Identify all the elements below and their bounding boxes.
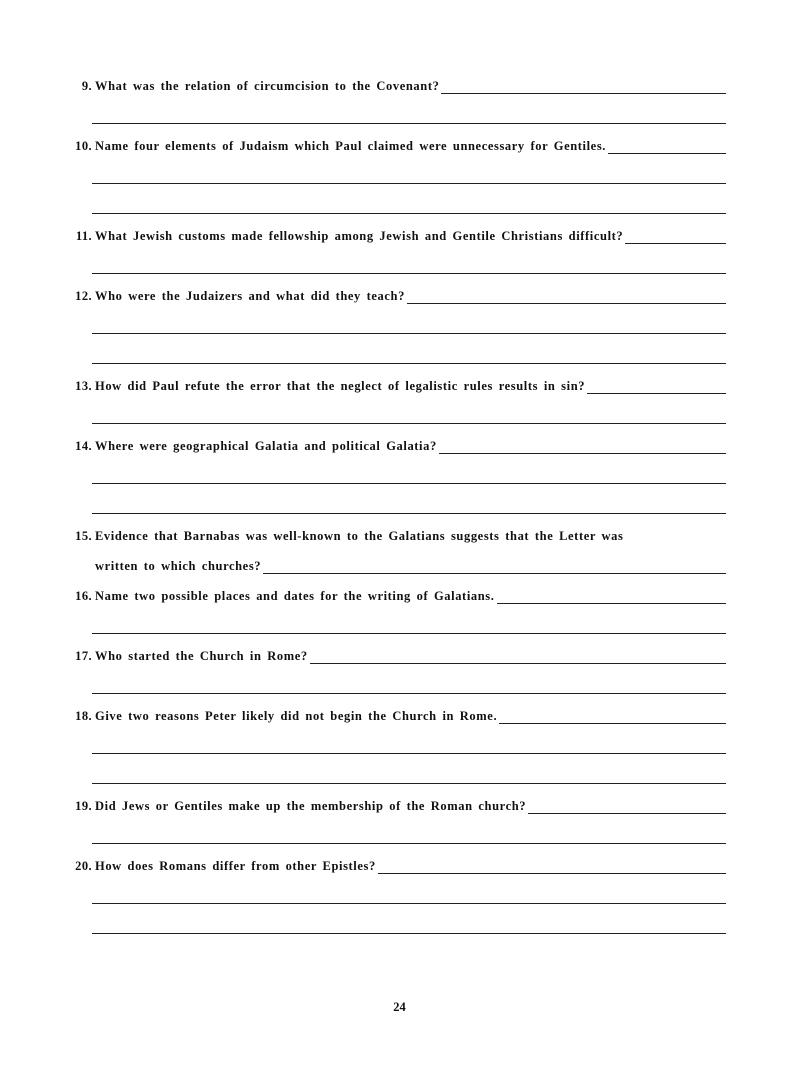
question-9 xyxy=(62,71,726,131)
answer-line[interactable] xyxy=(92,513,726,514)
question-text: Evidence that Barnabas was well-known to the Galatians suggests that the Letter was xyxy=(95,529,624,543)
answer-line[interactable] xyxy=(92,933,726,934)
answer-line[interactable] xyxy=(92,273,726,274)
answer-line[interactable] xyxy=(92,783,726,784)
answer-line[interactable] xyxy=(407,281,726,304)
answer-line[interactable] xyxy=(439,431,726,454)
answer-row xyxy=(62,161,726,191)
question-number: 13. xyxy=(75,379,92,393)
question-row xyxy=(62,131,726,161)
answer-line[interactable] xyxy=(528,791,726,814)
question-number: 16. xyxy=(75,589,92,603)
question-row xyxy=(62,581,726,611)
question-text: Name four elements of Judaism which Paul claimed were unnecessary for Gentiles. xyxy=(95,139,607,153)
question-number: 10. xyxy=(75,139,92,153)
question-10 xyxy=(62,131,726,221)
answer-line[interactable] xyxy=(92,123,726,124)
answer-row xyxy=(62,671,726,701)
answer-line[interactable] xyxy=(378,851,726,874)
question-number: 9. xyxy=(81,79,92,93)
worksheet xyxy=(62,71,726,941)
question-row xyxy=(62,281,726,311)
question-14 xyxy=(62,431,726,521)
question-number: 12. xyxy=(75,289,92,303)
question-row xyxy=(62,431,726,461)
question-16 xyxy=(62,581,726,641)
question-12 xyxy=(62,281,726,371)
question-text: What was the relation of circumcision to the Covenant? xyxy=(95,79,440,93)
answer-line[interactable] xyxy=(497,581,727,604)
answer-row xyxy=(62,191,726,221)
answer-line[interactable] xyxy=(92,183,726,184)
question-text: written to which churches? xyxy=(95,559,262,573)
question-number: 19. xyxy=(75,799,92,813)
answer-row xyxy=(62,611,726,641)
answer-row xyxy=(62,311,726,341)
question-row xyxy=(62,71,726,101)
answer-row xyxy=(62,911,726,941)
answer-line[interactable] xyxy=(92,693,726,694)
answer-line[interactable] xyxy=(310,641,726,664)
answer-line[interactable] xyxy=(441,71,726,94)
answer-line[interactable] xyxy=(92,633,726,634)
question-17 xyxy=(62,641,726,701)
question-text: Who started the Church in Rome? xyxy=(95,649,308,663)
answer-line[interactable] xyxy=(92,753,726,754)
answer-row xyxy=(62,821,726,851)
answer-line[interactable] xyxy=(92,903,726,904)
answer-row xyxy=(62,491,726,521)
answer-line[interactable] xyxy=(625,221,726,244)
answer-line[interactable] xyxy=(499,701,726,724)
page-number: 24 xyxy=(393,1000,406,1014)
question-number: 17. xyxy=(75,649,92,663)
answer-row xyxy=(62,101,726,131)
question-19 xyxy=(62,791,726,851)
answer-line[interactable] xyxy=(608,131,726,154)
question-row xyxy=(62,641,726,671)
question-text: Did Jews or Gentiles make up the membership of the Roman church? xyxy=(95,799,527,813)
question-number: 18. xyxy=(75,709,92,723)
answer-line[interactable] xyxy=(92,843,726,844)
question-number: 14. xyxy=(75,439,92,453)
answer-line[interactable] xyxy=(587,371,726,394)
answer-line[interactable] xyxy=(92,213,726,214)
answer-row xyxy=(62,761,726,791)
answer-line[interactable] xyxy=(92,423,726,424)
question-text: Who were the Judaizers and what did they teach? xyxy=(95,289,405,303)
question-11 xyxy=(62,221,726,281)
question-row xyxy=(62,851,726,881)
answer-line[interactable] xyxy=(92,363,726,364)
answer-row xyxy=(62,251,726,281)
question-row xyxy=(62,551,726,581)
question-text: What Jewish customs made fellowship among Jewish and Gentile Christians difficult? xyxy=(95,229,624,243)
answer-row xyxy=(62,461,726,491)
question-number: 15. xyxy=(75,529,92,543)
question-row xyxy=(62,701,726,731)
question-13 xyxy=(62,371,726,431)
question-20 xyxy=(62,851,726,941)
question-number: 11. xyxy=(75,229,92,243)
question-text: How did Paul refute the error that the neglect of legalistic rules results in sin? xyxy=(95,379,586,393)
question-text: How does Romans differ from other Epistles? xyxy=(95,859,376,873)
answer-line[interactable] xyxy=(92,333,726,334)
question-row xyxy=(62,521,726,551)
question-text: Give two reasons Peter likely did not begin the Church in Rome. xyxy=(95,709,498,723)
question-15 xyxy=(62,521,726,581)
question-text: Where were geographical Galatia and political Galatia? xyxy=(95,439,437,453)
question-row xyxy=(62,791,726,821)
answer-line[interactable] xyxy=(92,483,726,484)
question-18 xyxy=(62,701,726,791)
answer-row xyxy=(62,401,726,431)
answer-row xyxy=(62,881,726,911)
question-row xyxy=(62,221,726,251)
answer-row xyxy=(62,731,726,761)
answer-line[interactable] xyxy=(263,551,726,574)
answer-row xyxy=(62,341,726,371)
question-row xyxy=(62,371,726,401)
question-text: Name two possible places and dates for the writing of Galatians. xyxy=(95,589,495,603)
question-number: 20. xyxy=(75,859,92,873)
